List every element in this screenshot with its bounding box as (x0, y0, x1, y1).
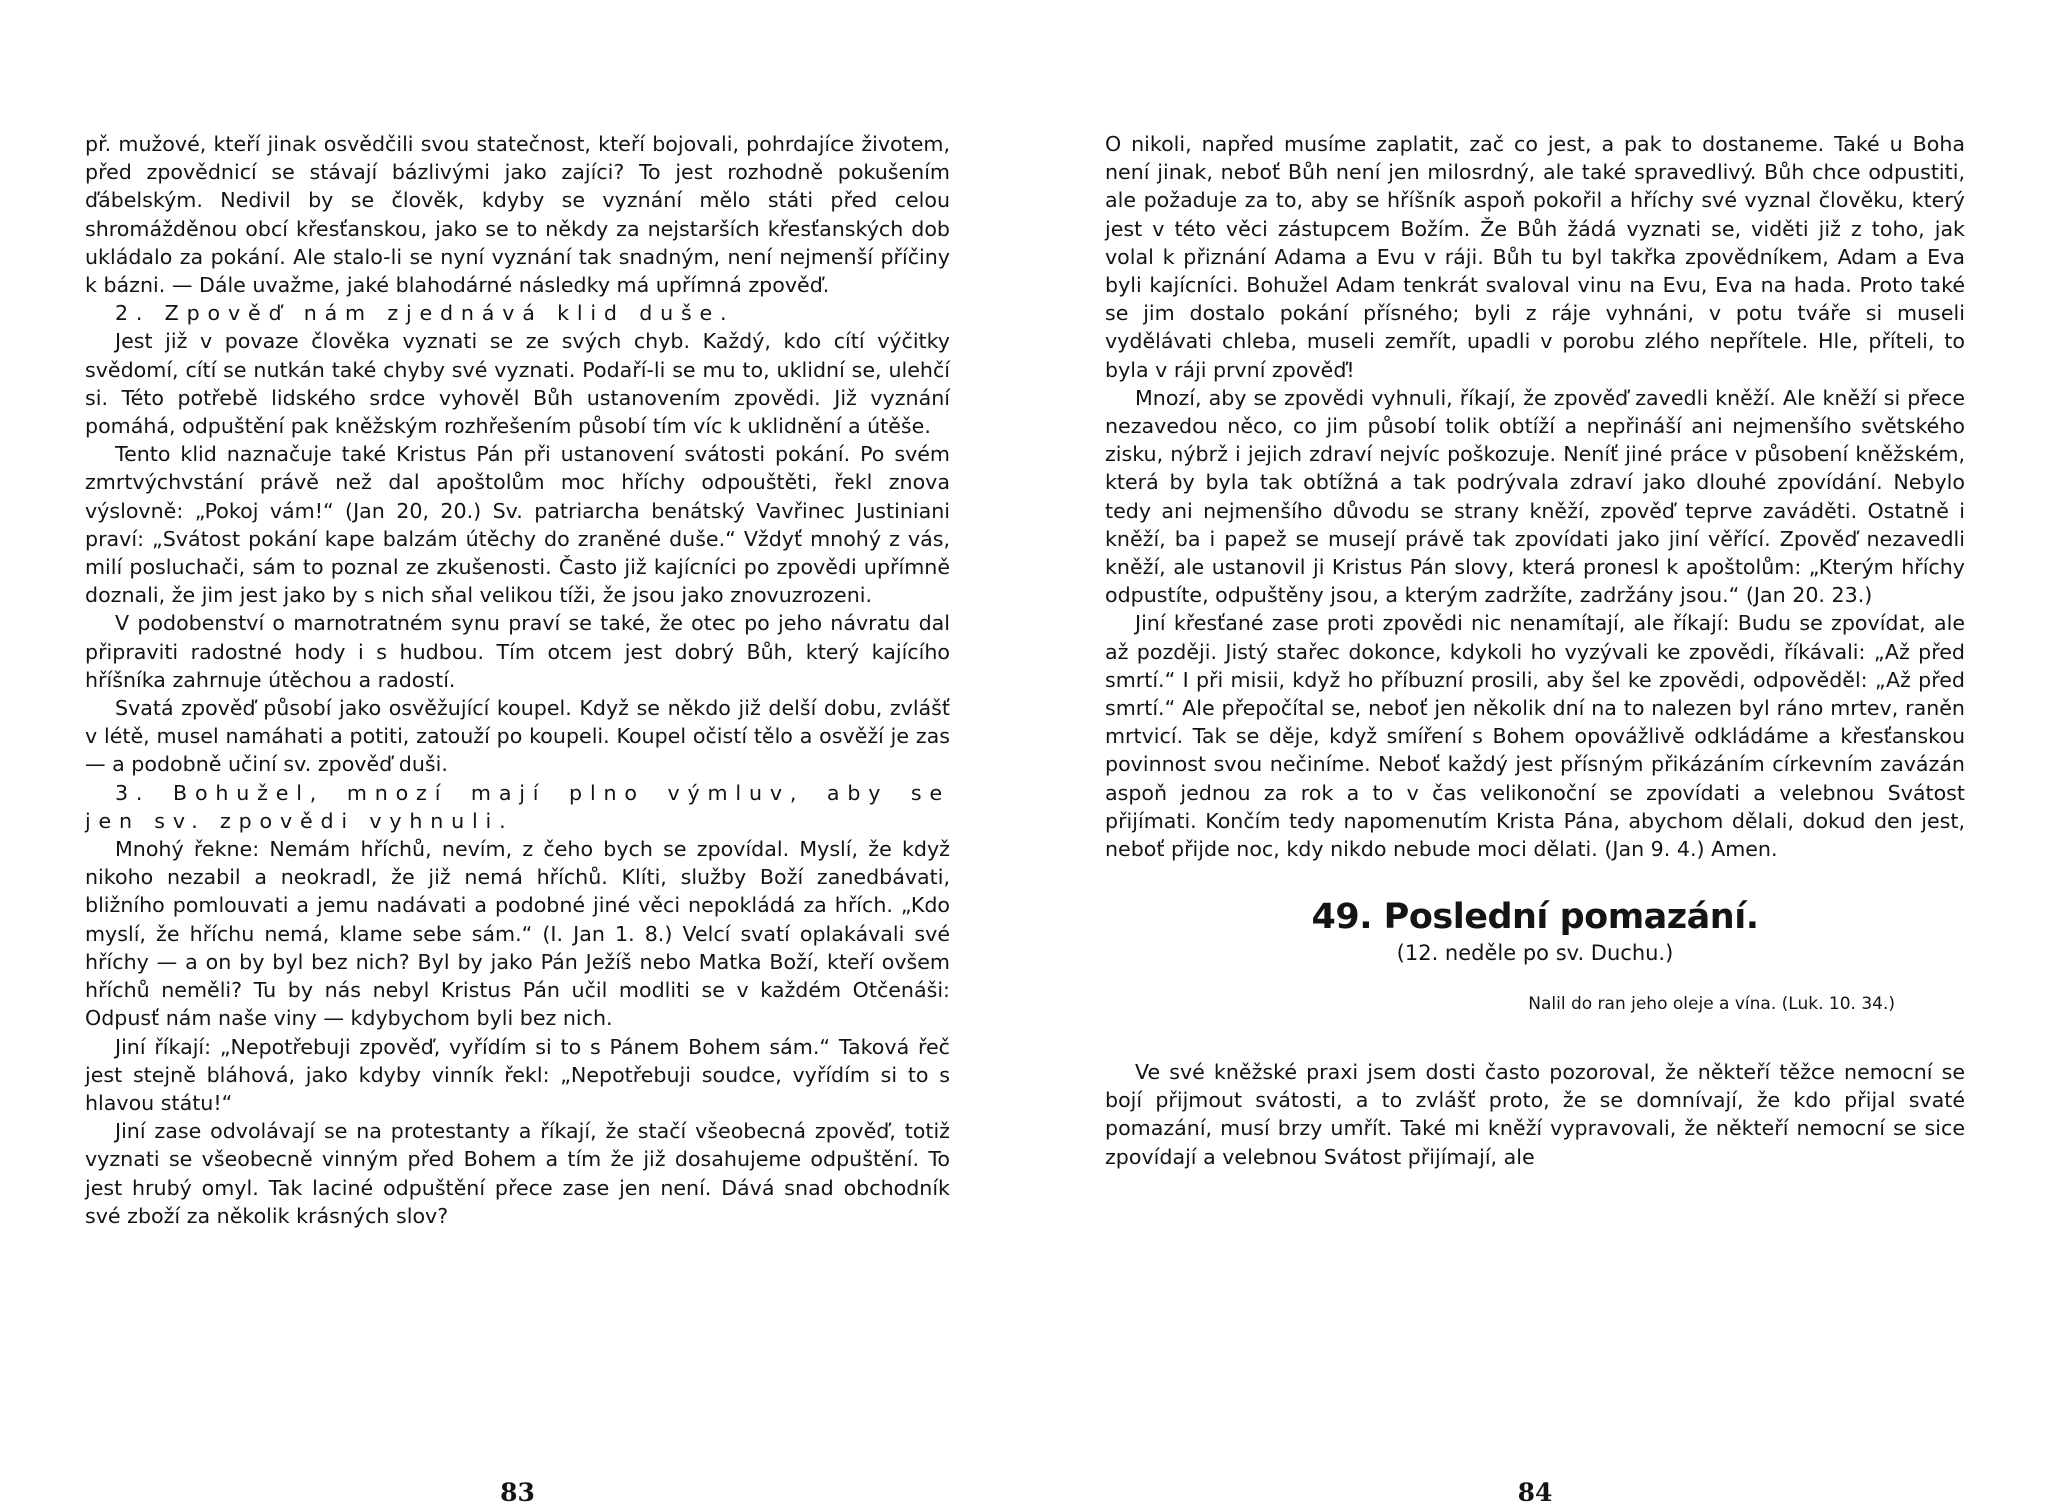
left-text-column (85, 130, 950, 1230)
chapter-motto: Nalil do ran jeho oleje a vína. (Luk. 10. 34.) (1528, 993, 1895, 1014)
right-text-column (1105, 130, 1965, 1171)
paragraph: Jiní říkají: „Nepotřebuji zpověď, vyřídím si to s Pánem Bohem sám.“ Taková řeč jest stejně bláhová, jako kdyby vinník řekl: „Nepotřebuji soudce, vyřídím si to s hlavou státu!“ (85, 1034, 950, 1115)
page-number: 84 (1517, 1478, 1553, 1507)
paragraph: Tento klid naznačuje také Kristus Pán při ustanovení svátosti pokání. Po svém zmrtvýchvstání právě než dal apoštolům moc hříchy odpouštěti, řekl znova výslovně: „Pokoj vám!“ (Jan 20, 20.) Sv. patriarcha benátský Vavřinec Justiniani praví: „Svátost pokání kape balzám útěchy do zraněné duše.“ Vždyť mnohý z vás, milí posluchači, sám to poznal ze zkušenosti. Často již kajícníci po zpovědi upřímně doznali, že jim jest jako by s nich sňal velikou tíži, že jsou jako znovuzrozeni. (85, 442, 950, 608)
paragraph: Mnozí, aby se zpovědi vyhnuli, říkají, že zpověď zavedli kněží. Ale kněží si přece nezavedou něco, co jim působí tolik obtíží a nepřináší ani nejmenšího světského zisku, nýbrž i jejich zdraví nejvíc poškozuje. Neníť jiné práce v působení kněžském, která by byla tak obtížná a tak podrývala zdraví jako dlouhé zpovídání. Nebylo tedy ani nejmenšího důvodu se strany kněží, zpověď teprve zaváděti. Ostatně i kněží, ba i papež se musejí právě tak zpovídati jako jiní věřící. Zpověď nezavedli kněží, ale ustanovil ji Kristus Pán slovy, která pronesl k apoštolům: „Kterým hříchy odpustíte, odpuštěny jsou, a kterým zadržíte, zadržány jsou.“ (Jan 20. 23.) (1105, 385, 1965, 608)
page-number: 83 (500, 1478, 535, 1507)
paragraph: Jest již v povaze člověka vyznati se ze svých chyb. Každý, kdo cítí výčitky svědomí, cítí se nutkán také chyby své vyznati. Podaří-li se mu to, uklidní se, ulehčí si. Této potřebě lidského srdce vyhověl Bůh ustanovením zpovědi. Již vyznání pomáhá, odpuštění pak kněžským rozhřešením působí tím víc k uklidnění a útěše. (85, 329, 950, 439)
paragraph: V podobenství o marnotratném synu praví se také, že otec po jeho návratu dal připraviti radostné hody i s hudbou. Tím otcem jest dobrý Bůh, který kajícího hříšníka zahrnuje útěchou a radostí. (85, 611, 950, 692)
paragraph: př. mužové, kteří jinak osvědčili svou statečnost, kteří bojovali, pohrdajíce životem, před zpovědnicí se stávají bázlivými jako zajíci? To jest rozhodně pokušením ďábelským. Nedivil by se člověk, kdyby se vyznání mělo státi před celou shromážděnou obcí křesťanskou, jako se to někdy za nejstarších křesťanských dob ukládalo za pokání. Ale stalo-li se nyní vyznání tak snadným, není nejmenší příčiny k bázni. — Dále uvažme, jaké blahodárné následky má upřímná zpověď. (85, 132, 950, 298)
section-heading: 2. Zpověď nám zjednává klid duše. (115, 301, 735, 326)
chapter-subtitle: (12. neděle po sv. Duchu.) (1396, 941, 1674, 966)
right-page (1105, 130, 1965, 1507)
paragraph: O nikoli, napřed musíme zaplatit, zač co jest, a pak to dostaneme. Také u Boha není jinak, neboť Bůh není jen milosrdný, ale také spravedlivý. Bůh chce odpustiti, ale požaduje za to, aby se hříšník aspoň pokořil a hříchy své vyznal člověku, který jest v této věci zástupcem Božím. Že Bůh žádá vyznati se, viděti již z toho, jak volal k přiznání Adama a Evu v ráji. Bůh tu byl takřka zpovědníkem, Adam a Eva byli kajícníci. Bohužel Adam tenkrát svaloval vinu na Evu, Eva na hada. Proto také se jim dostalo pokání přísného; byli z ráje vyhnáni, v potu tváře si museli vydělávati chleba, museli zemřít, upadli v porobu zlého nepřítele. Hle, příteli, to byla v ráji první zpověď! (1105, 132, 1965, 382)
paragraph: Svatá zpověď působí jako osvěžující koupel. Když se někdo již delší dobu, zvlášť v létě, musel namáhati a potiti, zatouží po koupeli. Koupel očistí tělo a osvěží je zas — a podobně učiní sv. zpověď duši. (85, 696, 950, 777)
paragraph: Jiní zase odvolávají se na protestanty a říkají, že stačí všeobecná zpověď, totiž vyznati se všeobecně vinným před Bohem a tím že již dosahujeme odpuštění. To jest hrubý omyl. Tak laciné odpuštění přece zase jen není. Dává snad obchodník své zboží za několik krásných slov? (85, 1119, 950, 1228)
paragraph: Jiní křesťané zase proti zpovědi nic nenamítají, ale říkají: Budu se zpovídat, ale až později. Jistý stařec dokonce, kdykoli ho vyzývali ke zpovědi, říkávali: „Až před smrtí.“ I při misii, když ho příbuzní prosili, aby šel ke zpovědi, odpověděl: „Až před smrtí.“ Ale přepočítal se, neboť jen několik dní na to nalezen byl ráno mrtev, raněn mrtvicí. Tak se děje, když smíření s Bohem opovážlivě odkládáme a křesťanskou povinnost svou nečiníme. Neboť každý jest přísným přikázáním církevním zavázán aspoň jednou za rok a to v čas velikonoční se zpovídati a velebnou Svátost přijímati. Končím tedy napomenutím Krista Pána, abychom dělali, dokud den jest, neboť přijde noc, kdy nikdo nebude moci dělati. (Jan 9. 4.) Amen. (1105, 611, 1965, 862)
chapter-title: 49. Poslední pomazání. (1311, 897, 1759, 938)
paragraph: Mnohý řekne: Nemám hříchů, nevím, z čeho bych se zpovídal. Myslí, že když nikoho nezabil a neokradl, že již nemá hříchů. Klíti, služby Boží zanedbávati, bližního pomlouvati a jemu nadávati a podobné jiné věci nepokládá za hřích. „Kdo myslí, že hříchu nemá, klame sebe sám.“ (I. Jan 1. 8.) Velcí svatí oplakávali své hříchy — a on by byl bez nich? Byl by jako Pán Ježíš nebo Matka Boží, kteří ovšem hříchů neměli? Tu by nás nebyl Kristus Pán učil modliti se v každém Otčenáši: Odpusť nám naše viny — kdybychom byli bez nich. (85, 837, 950, 1031)
left-page (85, 130, 950, 1507)
paragraph: Ve své kněžské praxi jsem dosti často pozoroval, že někteří těžce nemocní se bojí přijmout svátosti, a to zvlášť proto, že se domnívají, že kdo přijal svaté pomazání, musí brzy umřít. Také mi kněží vypravovali, že někteří nemocní se sice zpovídají a velebnou Svátost přijímají, ale (1105, 1059, 1965, 1169)
section-heading: 3. Bohužel, mnozí mají plno výmluv, aby se jen sv. zpovědi vyhnuli. (85, 780, 950, 833)
